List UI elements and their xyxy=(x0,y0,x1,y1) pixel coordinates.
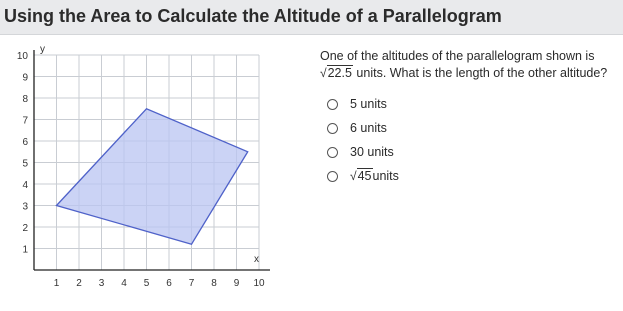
option-sqrt-expression: √45 xyxy=(350,169,372,183)
option-sqrt-value: 45 xyxy=(357,169,372,183)
x-tick-label: 9 xyxy=(233,278,240,289)
x-tick-label: 1 xyxy=(53,278,60,289)
x-axis-label: x xyxy=(254,254,259,265)
title-bar xyxy=(0,0,623,35)
y-tick-label: 8 xyxy=(22,94,28,105)
x-tick-label: 7 xyxy=(188,278,195,289)
x-tick-label: 6 xyxy=(166,278,172,289)
x-tick-label: 3 xyxy=(98,278,105,289)
y-tick-label: 1 xyxy=(22,244,28,256)
y-tick-label: 9 xyxy=(22,72,28,84)
option-5-units[interactable] xyxy=(327,92,399,116)
y-tick-label: 10 xyxy=(16,51,28,62)
x-axis-ticks xyxy=(54,278,265,289)
option-label: 30 units xyxy=(350,145,394,159)
y-axis-ticks xyxy=(17,51,29,256)
option-label: 6 units xyxy=(350,121,387,135)
coordinate-graph xyxy=(0,36,300,306)
y-tick-label: 2 xyxy=(22,223,28,234)
question-text xyxy=(320,48,616,82)
question-line-2: units. What is the length of the other altitude? xyxy=(352,66,608,80)
y-tick-label: 3 xyxy=(22,201,28,213)
y-tick-label: 4 xyxy=(22,180,28,191)
x-tick-label: 10 xyxy=(253,278,265,289)
y-tick-label: 6 xyxy=(22,137,28,148)
sqrt-expression: √22.5 xyxy=(320,66,352,80)
option-label-suffix: units xyxy=(372,169,399,183)
option-label: 5 units xyxy=(350,97,387,111)
option-sqrt-45-units[interactable] xyxy=(327,164,399,188)
radio-button[interactable] xyxy=(327,147,338,158)
x-tick-label: 5 xyxy=(143,278,150,289)
option-30-units[interactable] xyxy=(327,140,399,164)
x-tick-label: 8 xyxy=(211,278,217,289)
y-axis-label: y xyxy=(40,44,45,55)
page-title: Using the Area to Calculate the Altitude of a Parallelogram xyxy=(4,6,502,26)
radio-button[interactable] xyxy=(327,99,338,110)
radio-button[interactable] xyxy=(327,171,338,182)
y-tick-label: 5 xyxy=(22,158,28,170)
question-line-1: One of the altitudes of the parallelogram shown is xyxy=(320,49,595,63)
answer-options xyxy=(327,92,399,188)
y-tick-label: 7 xyxy=(22,115,28,127)
radio-button[interactable] xyxy=(327,123,338,134)
parallelogram-shape xyxy=(57,109,248,244)
x-tick-label: 4 xyxy=(121,278,127,289)
option-6-units[interactable] xyxy=(327,116,399,140)
sqrt-value: 22.5 xyxy=(327,66,352,80)
x-tick-label: 2 xyxy=(76,278,82,289)
